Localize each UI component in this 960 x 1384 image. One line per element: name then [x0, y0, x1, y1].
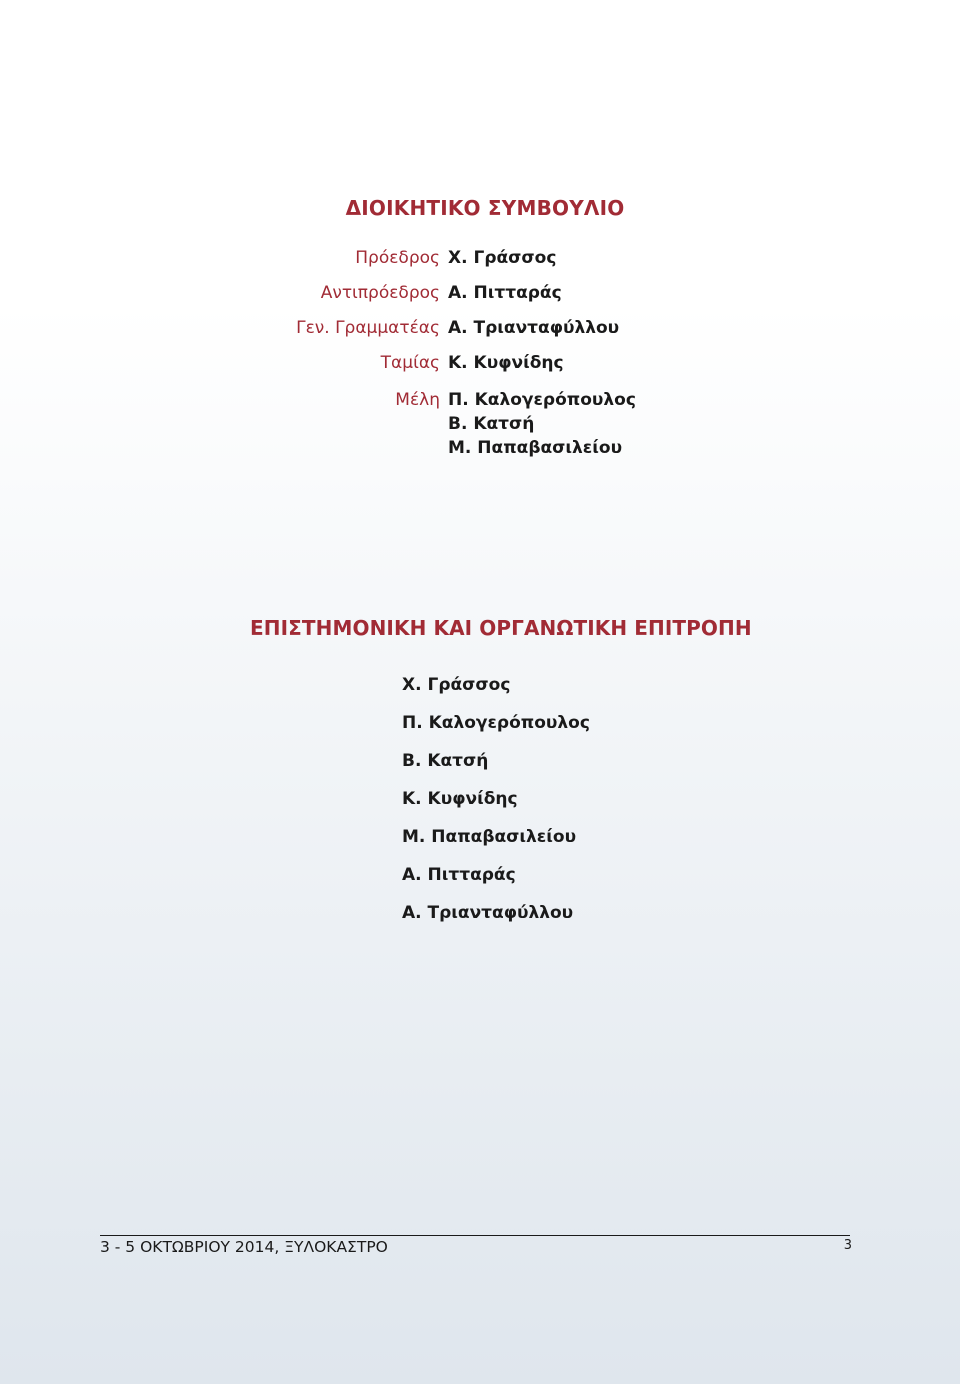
footer-event-text: 3 - 5 ΟΚΤΩΒΡΙΟΥ 2014, ΞΥΛΟΚΑΣΤΡΟ [100, 1238, 388, 1256]
role-label-vice-president: Αντιπρόεδρος [320, 283, 440, 303]
board-row-members [250, 388, 750, 460]
committee-member: Χ. Γράσσος [402, 675, 511, 695]
secretary-name: Α. Τριανταφύλλου [448, 318, 620, 338]
committee-title: ΕΠΙΣΤΗΜΟΝΙΚΗ ΚΑΙ ΟΡΓΑΝΩΤΙΚΗ ΕΠΙΤΡΟΠΗ [250, 616, 752, 640]
president-name: Χ. Γράσσος [448, 248, 557, 268]
committee-member: Μ. Παπαβασιλείου [402, 827, 577, 847]
committee-member: Α. Τριανταφύλλου [402, 903, 574, 923]
board-row-treasurer [250, 353, 750, 388]
treasurer-name: Κ. Κυφνίδης [448, 353, 564, 373]
board-members-list [448, 388, 636, 460]
board-row-vice-president [250, 283, 750, 318]
board-title: ΔΙΟΙΚΗΤΙΚΟ ΣΥΜΒΟΥΛΙΟ [345, 196, 625, 220]
board-table [250, 248, 750, 460]
board-member: Β. Κατσή [448, 414, 535, 434]
role-label-president: Πρόεδρος [355, 248, 440, 268]
role-label-treasurer: Ταμίας [380, 353, 440, 373]
board-row-president [250, 248, 750, 283]
board-member: Μ. Παπαβασιλείου [448, 438, 623, 458]
committee-member: Α. Πιτταράς [402, 865, 516, 885]
committee-member: Β. Κατσή [402, 751, 489, 771]
committee-member: Π. Καλογερόπουλος [402, 713, 590, 733]
committee-members-list [402, 671, 590, 937]
page-number: 3 [843, 1238, 852, 1253]
role-label-secretary: Γεν. Γραμματέας [296, 318, 440, 338]
board-member: Π. Καλογερόπουλος [448, 390, 636, 410]
board-row-secretary [250, 318, 750, 353]
committee-member: Κ. Κυφνίδης [402, 789, 518, 809]
vice-president-name: Α. Πιτταράς [448, 283, 562, 303]
role-label-members: Μέλη [395, 390, 440, 410]
footer-divider [100, 1235, 850, 1236]
